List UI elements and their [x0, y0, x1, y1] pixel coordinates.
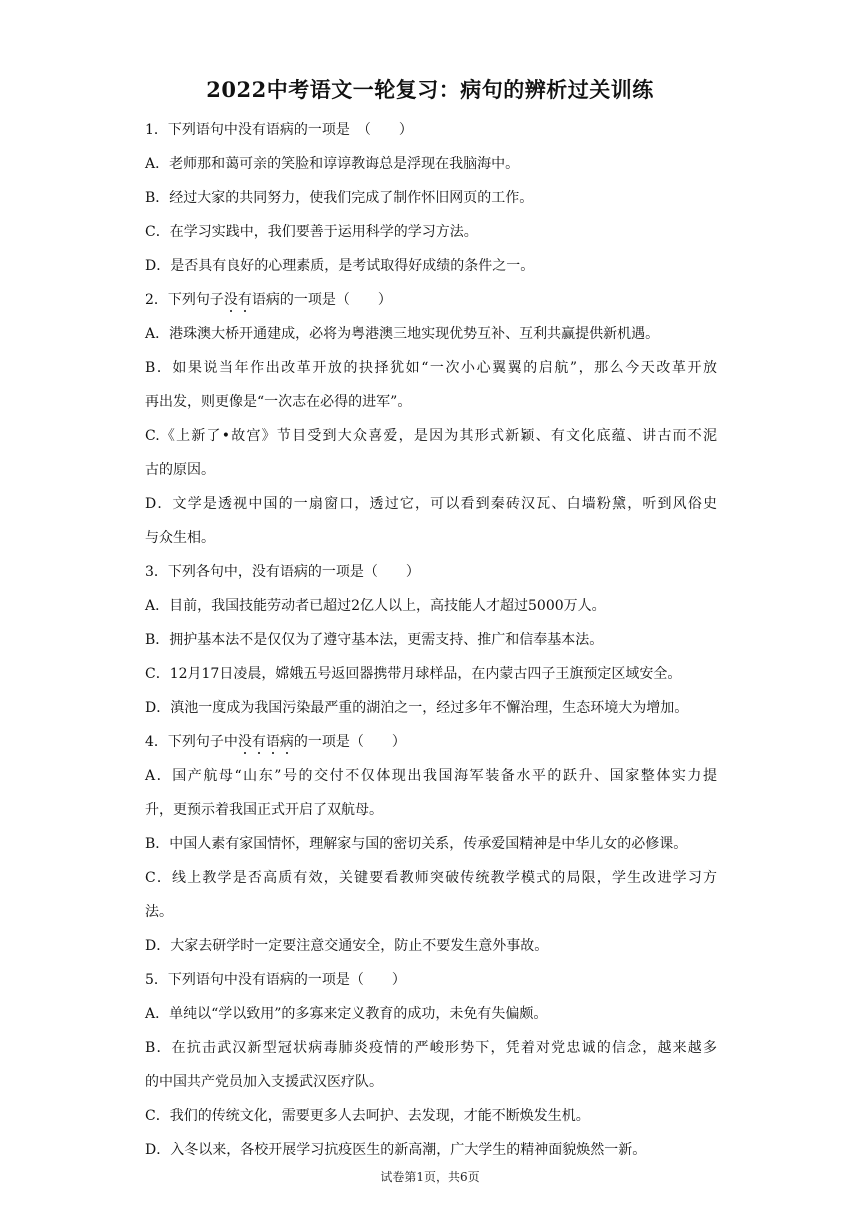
question-stem-5: 5．下列语句中没有语病的一项是（ ） [145, 972, 406, 988]
option-5a: A．单纯以“学以致用”的多寡来定义教育的成功，未免有失偏颇。 [145, 1006, 548, 1022]
option-4d: D．大家去研学时一定要注意交通安全，防止不要发生意外事故。 [145, 938, 549, 954]
emphasis-char: 有 [251, 734, 266, 750]
option-2a: A．港珠澳大桥开通建成，必将为粤港澳三地实现优势互补、互利共赢提供新机遇。 [145, 326, 660, 342]
option-2b-line2: 再出发，则更像是“一次志在必得的进军”。 [145, 394, 412, 410]
option-4a-line2: 升，更预示着我国正式开启了双航母。 [145, 802, 383, 818]
option-2b-line1: B．如果说当年作出改革开放的抉择犹如“一次小心翼翼的启航”，那么今天改革开放 [145, 360, 717, 376]
emphasis-char: 没 [223, 292, 238, 308]
option-5b-line2: 的中国共产党员加入支援武汉医疗队。 [145, 1074, 383, 1090]
option-2d-line1: D．文学是透视中国的一扇窗口，透过它，可以看到秦砖汉瓦、白墙粉黛，听到风俗史 [145, 496, 717, 512]
emphasis-char: 语 [265, 734, 280, 750]
question-stem-1: 1．下列语句中没有语病的一项是 （ ） [145, 122, 413, 138]
emphasis-char: 有 [237, 292, 252, 308]
page-footer: 试卷第1页，共6页 [380, 1170, 480, 1184]
option-5b-line1: B．在抗击武汉新型冠状病毒肺炎疫情的严峻形势下，凭着对党忠诚的信念，越来越多 [145, 1040, 717, 1056]
option-4c-line2: 法。 [145, 904, 173, 920]
option-5d: D．入冬以来，各校开展学习抗疫医生的新高潮，广大学生的精神面貌焕然一新。 [145, 1142, 647, 1158]
option-3c: C．12月17日凌晨，嫦娥五号返回器携带月球样品，在内蒙古四子王旗预定区域安全。 [145, 666, 682, 682]
option-1a: A．老师那和蔼可亲的笑脸和谆谆教诲总是浮现在我脑海中。 [145, 156, 520, 172]
option-1b: B．经过大家的共同努力，使我们完成了制作怀旧网页的工作。 [145, 190, 534, 206]
option-3b: B．拥护基本法不是仅仅为了遵守基本法，更需支持、推广和信奉基本法。 [145, 632, 604, 648]
question-stem-4: 4．下列句子中没有语病的一项是（ ） [145, 734, 406, 750]
option-2d-line2: 与众生相。 [145, 530, 215, 546]
option-4c-line1: C．线上教学是否高质有效，关键要看教师突破传统教学模式的局限，学生改进学习方 [145, 870, 717, 886]
option-4a-line1: A．国产航母“山东”号的交付不仅体现出我国海军装备水平的跃升、国家整体实力提 [145, 768, 717, 784]
question-list [145, 113, 717, 1167]
option-2c-line1: C.《上新了•故宫》节目受到大众喜爱，是因为其形式新颖、有文化底蕴、讲古而不泥 [145, 428, 717, 444]
option-1d: D．是否具有良好的心理素质，是考试取得好成绩的条件之一。 [145, 258, 535, 274]
option-1c: C．在学习实践中，我们要善于运用科学的学习方法。 [145, 224, 478, 240]
option-3a: A．目前，我国技能劳动者已超过2亿人以上，高技能人才超过5000万人。 [145, 598, 606, 614]
option-2c-line2: 古的原因。 [145, 462, 215, 478]
question-stem-2: 2．下列句子没有语病的一项是（ ） [145, 292, 392, 308]
option-4b: B．中国人素有家国情怀，理解家与国的密切关系，传承爱国精神是中华儿女的必修课。 [145, 836, 688, 852]
option-3d: D．滇池一度成为我国污染最严重的湖泊之一，经过多年不懈治理，生态环境大为增加。 [145, 700, 689, 716]
emphasis-char: 病 [279, 734, 294, 750]
emphasis-char: 没 [237, 734, 252, 750]
page-title: 2022中考语文一轮复习：病句的辨析过关训练 [206, 77, 654, 102]
question-stem-3: 3．下列各句中，没有语病的一项是（ ） [145, 564, 420, 580]
option-5c: C．我们的传统文化，需要更多人去呵护、去发现，才能不断焕发生机。 [145, 1108, 590, 1124]
